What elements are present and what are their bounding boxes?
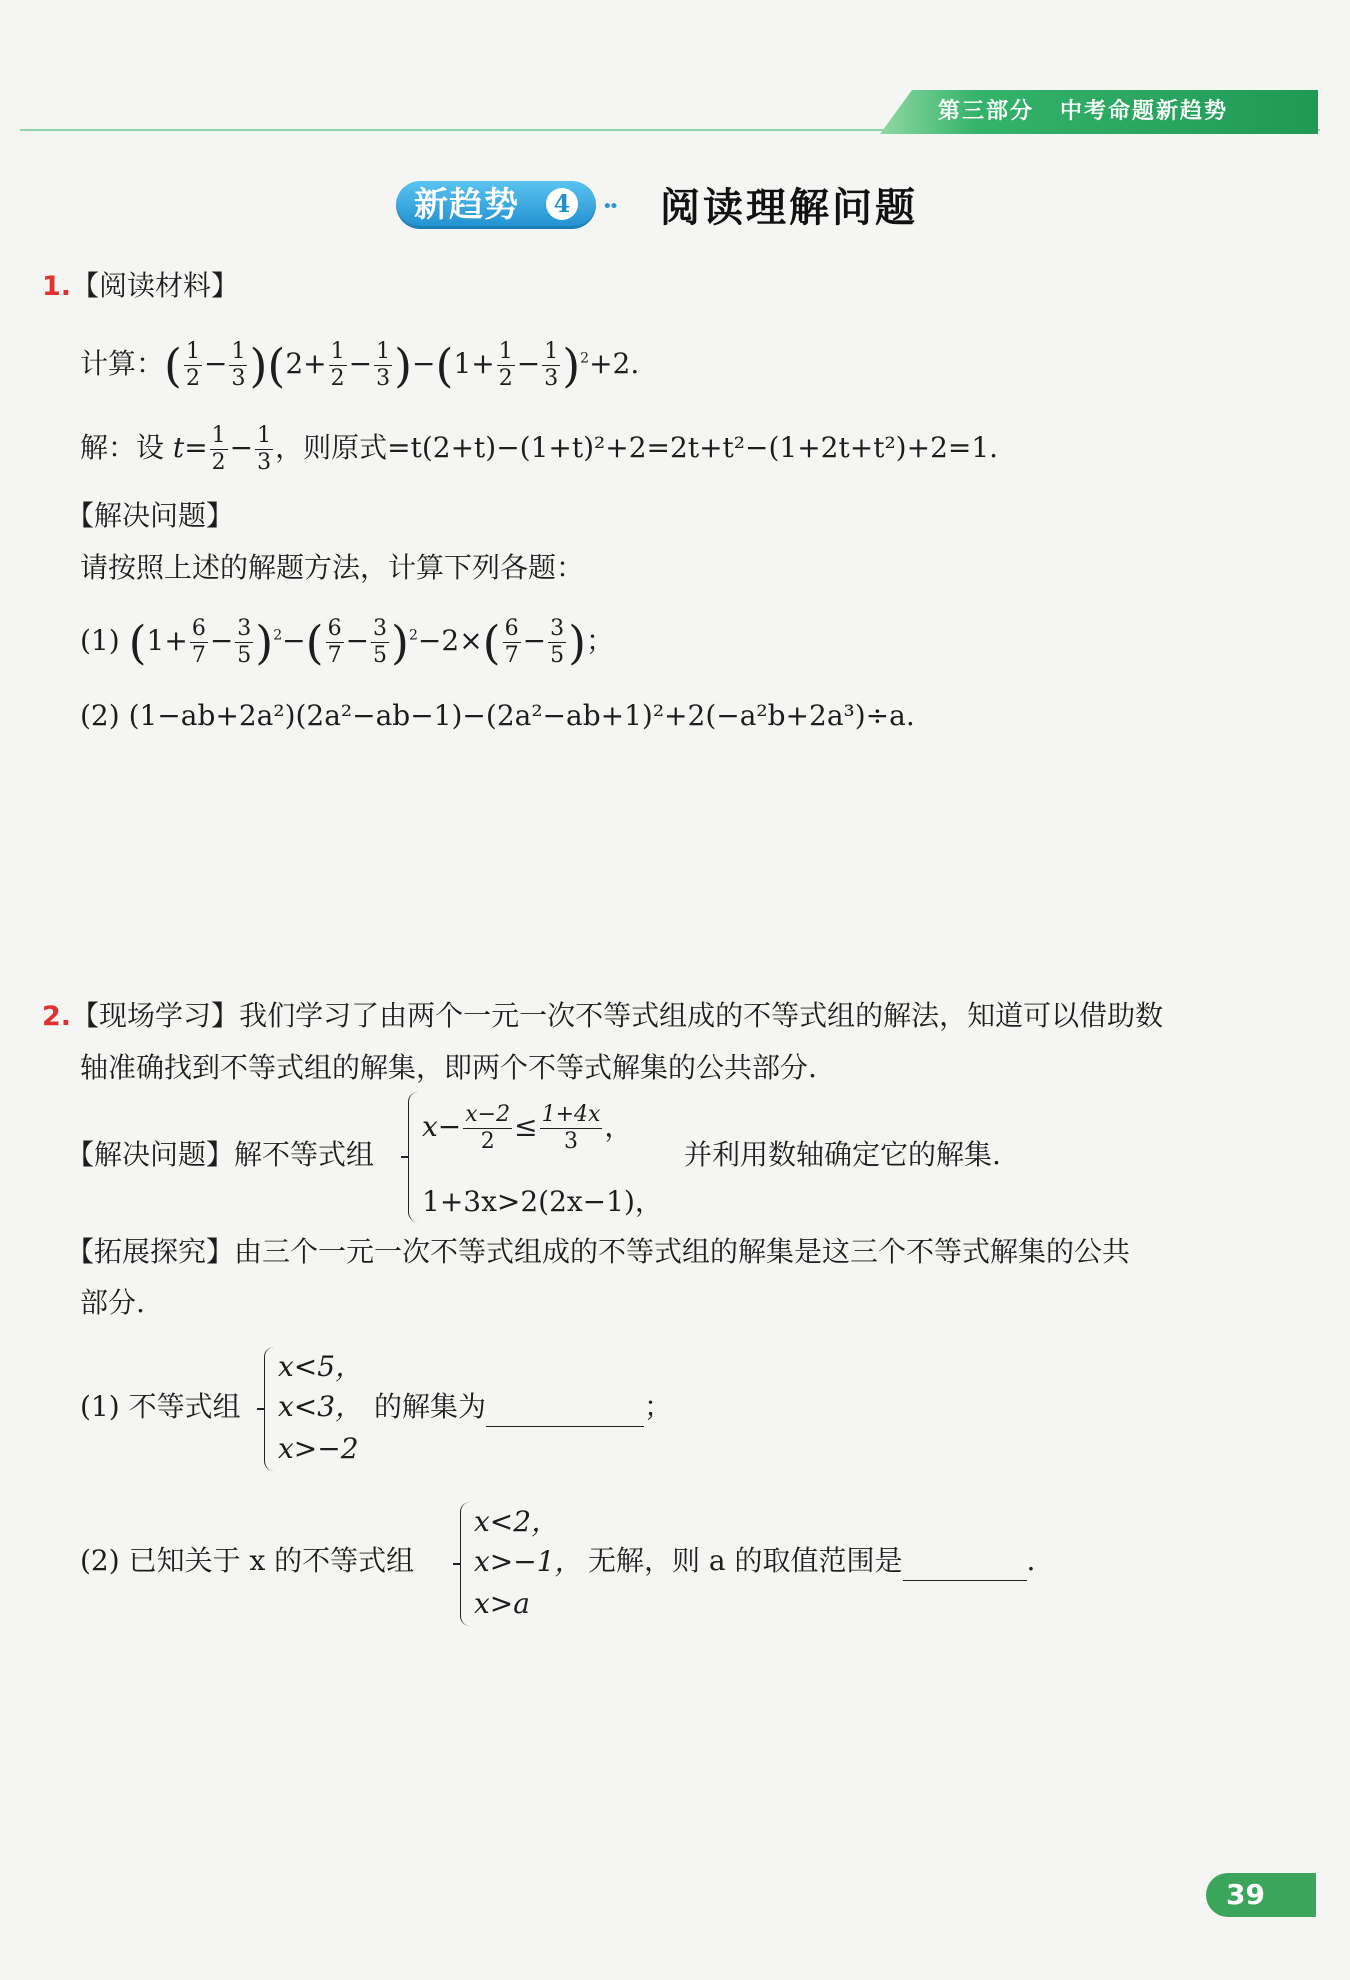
- q2-ineq1: x− $\frac{x-2}{2}$ ≤ $\frac{1+4x}{3}$ ，: [422, 1102, 633, 1154]
- q2-system-part2: [460, 1502, 583, 1626]
- q2-p1-row: x>−2: [278, 1432, 359, 1465]
- q2-system-part1: [264, 1347, 384, 1471]
- q2-extend-line1: 【拓展探究】由三个一元一次不等式组成的不等式组的解集是这三个不等式解集的公共: [66, 1235, 1131, 1268]
- title-dots-icon: ••: [602, 196, 616, 217]
- header-topic: 中考命题新趋势: [1060, 99, 1229, 124]
- trend-badge-label: 新趋势: [414, 185, 519, 225]
- page-title: 阅读理解问题: [660, 184, 918, 231]
- q2-p1-row: x<5，: [278, 1350, 364, 1383]
- q2-extend-line2: 部分.: [80, 1286, 145, 1319]
- q2-solve-after: 并利用数轴确定它的解集.: [684, 1138, 1001, 1171]
- q2-intro-line2: 轴准确找到不等式组的解集，即两个不等式解集的公共部分.: [80, 1051, 817, 1084]
- q2-solve-prefix: 【解决问题】解不等式组: [66, 1138, 375, 1171]
- trend-badge-number: 4: [546, 188, 578, 220]
- q2-part1-prefix: (1) 不等式组: [80, 1390, 241, 1423]
- q2-ineq2: 1+3x>2(2x−1)，: [422, 1185, 663, 1218]
- page-number: 39: [1206, 1873, 1316, 1917]
- q2-part2-prefix: (2) 已知关于 x 的不等式组: [80, 1544, 415, 1577]
- q2-part1-after: 的解集为 ；: [374, 1387, 672, 1427]
- trend-badge: [396, 181, 596, 229]
- q2-intro-line1: 2.【现场学习】我们学习了由两个一元一次不等式组成的不等式组的解法，知道可以借助数: [42, 999, 1164, 1032]
- q2-p1-row: x<3，: [278, 1390, 364, 1423]
- answer-blank-1[interactable]: [486, 1396, 644, 1427]
- brace-icon: [460, 1502, 471, 1626]
- answer-blank-2[interactable]: [903, 1550, 1027, 1581]
- q1-solution: 解：设 t= $\frac{1}{2}$ − $\frac{1}{3}$ ，则原式=t(2+t)−(1+t)²+2=2t+t²−(1+2t+t²)+2=1.: [80, 423, 999, 475]
- q2-part2-after: 无解，则 a 的取值范围是 .: [588, 1541, 1035, 1581]
- q2-p2-row: x>−1，: [474, 1545, 583, 1578]
- q1-header: [42, 266, 239, 307]
- q2-system-main: [408, 1092, 678, 1222]
- q1-calc-expression: 计算：( $\frac{1}{2}$ − $\frac{1}{3}$ )(2+ $\frac{1}{2}$ − $\frac{1}{3}$ )−(1+ $\frac{1}{2}$ − $\frac{1}{3}$ )$^2$+2.: [80, 338, 640, 393]
- q1-instruction: 请按照上述的解题方法，计算下列各题：: [80, 551, 585, 584]
- header-section: 第三部分: [938, 99, 1035, 124]
- brace-icon: [408, 1092, 419, 1222]
- q2-p2-row: x>a: [474, 1587, 530, 1620]
- q2-p2-row: x<2，: [474, 1505, 560, 1538]
- q1-number: 1.: [42, 271, 72, 302]
- q1-part1: (1) (1+ $\frac{6}{7}$ − $\frac{3}{5}$ )$^2$−( $\frac{6}{7}$ − $\frac{3}{5}$ )$^2$−2×( $\frac{6}{7}$ − $\frac{3}{5}$ )；: [80, 615, 615, 670]
- q1-part2: (2) (1−ab+2a²)(2a²−ab−1)−(2a²−ab+1)²+2(−a²b+2a³)÷a.: [80, 699, 915, 732]
- q1-tag-reading: 【阅读材料】: [71, 269, 240, 302]
- q2-number: 2.: [42, 1001, 72, 1032]
- q1-tag-solve: 【解决问题】: [66, 499, 235, 532]
- header-label: [938, 92, 1228, 132]
- brace-icon: [264, 1347, 275, 1471]
